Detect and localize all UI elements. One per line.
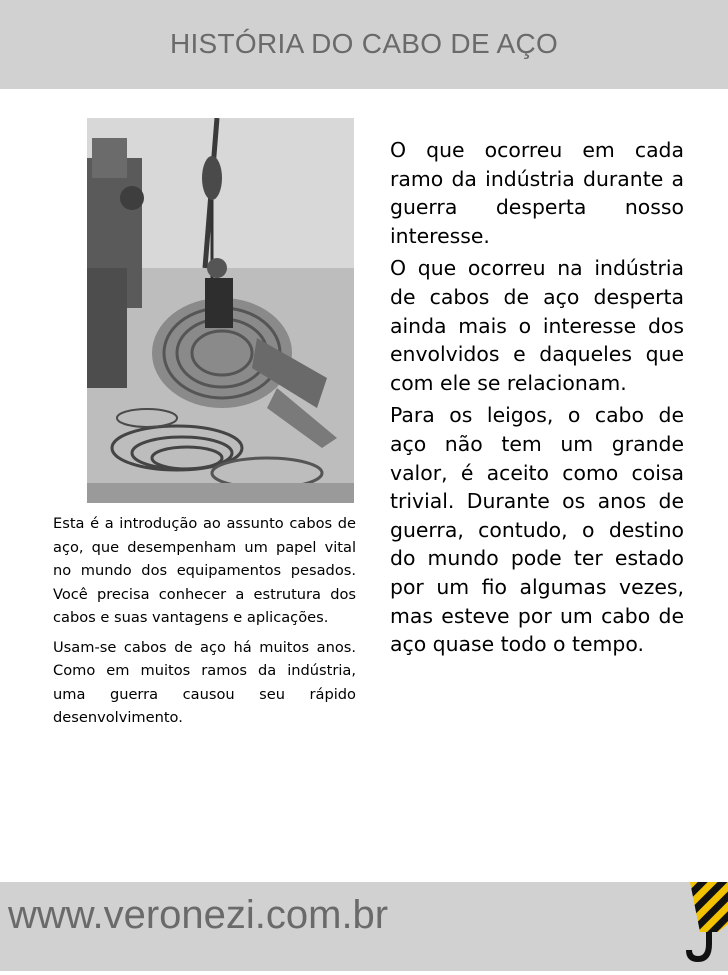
intro-paragraph-1: Esta é a introdução ao assunto cabos de aço, que desempenham um papel vital no mundo dos equipamentos pesados. Você precisa conhecer a estrutura dos cabos e suas vantagens e aplicações. bbox=[53, 515, 356, 626]
main-paragraph-2: O que ocorreu na indústria de cabos de aço desperta ainda mais o interesse dos envolvidos e daqueles que com ele se relacionam. bbox=[390, 256, 684, 395]
main-paragraph-1: O que ocorreu em cada ramo da indústria durante a guerra desperta nosso interesse. bbox=[390, 138, 684, 248]
main-paragraph-3: Para os leigos, o cabo de aço não tem um grande valor, é aceito como coisa trivial. Durante os anos de guerra, contudo, o destino do mundo pode ter estado por um fio algumas vezes, mas esteve por um cabo de aço quase todo o tempo. bbox=[390, 403, 684, 657]
main-text bbox=[390, 136, 684, 663]
footer-url[interactable]: www.veronezi.com.br bbox=[8, 893, 389, 937]
page-title: HISTÓRIA DO CABO DE AÇO bbox=[169, 28, 559, 59]
intro-paragraph-2: Usam-se cabos de aço há muitos anos. Como em muitos ramos da indústria, uma guerra causou seu rápido desenvolvimento. bbox=[53, 638, 356, 726]
historical-photo-icon bbox=[87, 118, 354, 503]
historical-photo bbox=[87, 118, 354, 503]
intro-text bbox=[53, 512, 356, 736]
crane-hook-icon bbox=[678, 882, 728, 971]
